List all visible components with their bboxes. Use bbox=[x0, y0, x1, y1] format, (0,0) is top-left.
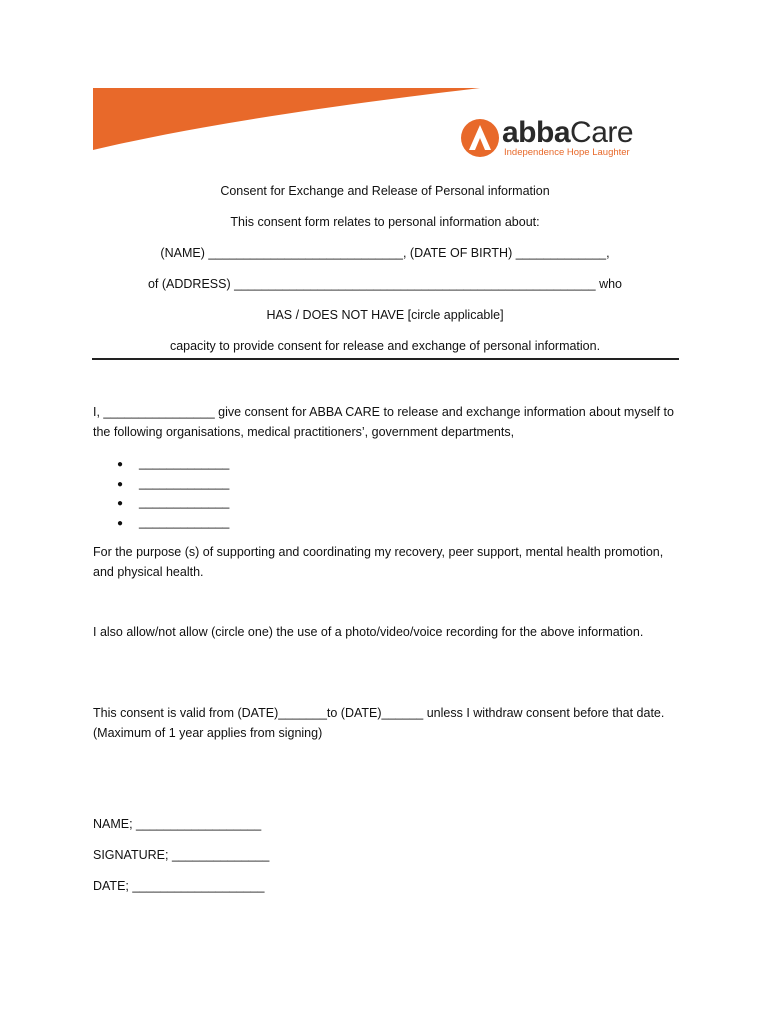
signature-line: SIGNATURE; ______________ bbox=[93, 848, 270, 862]
logo-tagline: Independence Hope Laughter bbox=[504, 147, 630, 158]
form-title: Consent for Exchange and Release of Personal information bbox=[220, 184, 550, 198]
logo-wordmark: abbaCare bbox=[502, 116, 634, 149]
letter-a-circle-icon bbox=[460, 118, 500, 158]
name-signature-line: NAME; __________________ bbox=[93, 817, 262, 831]
list-item: ● _____________ bbox=[117, 474, 229, 494]
bullet-icon: ● bbox=[117, 459, 124, 470]
bullet-icon: ● bbox=[117, 517, 124, 529]
date-line: DATE; ___________________ bbox=[93, 879, 265, 893]
bullet-icon: ● bbox=[117, 498, 124, 509]
capacity-line: capacity to provide consent for release and exchange of personal information. bbox=[169, 339, 601, 353]
validity-paragraph: This consent is valid from (DATE)_______to (DATE)______ unless I withdraw consent before that date. (Maximum of 1 year applies from signing) bbox=[93, 706, 665, 740]
section-divider bbox=[92, 358, 679, 360]
consent-paragraph: I, ________________ give consent for ABBA CARE to release and exchange information about myself to the following organisations, medical practitioners’, government departments, bbox=[93, 405, 674, 439]
purpose-paragraph: For the purpose (s) of supporting and coordinating my recovery, peer support, mental health promotion, and physical health. bbox=[93, 545, 664, 579]
bullet-icon: ● bbox=[117, 478, 124, 490]
header-swoosh bbox=[0, 0, 770, 160]
address-line: of (ADDRESS) ____________________________________________________ who bbox=[147, 277, 623, 291]
organisation-list bbox=[117, 454, 229, 532]
list-item: ● _____________ bbox=[117, 454, 229, 474]
capacity-status-line: HAS / DOES NOT HAVE [circle applicable] bbox=[266, 308, 504, 322]
list-item: ● _____________ bbox=[117, 513, 229, 533]
name-dob-line: (NAME) ____________________________, (DATE OF BIRTH) _____________, bbox=[160, 246, 610, 260]
abbacare-logo bbox=[460, 118, 640, 162]
list-item: ● _____________ bbox=[117, 493, 229, 513]
recording-paragraph: I also allow/not allow (circle one) the use of a photo/video/voice recording for the above information. bbox=[93, 625, 644, 639]
intro-line: This consent form relates to personal information about: bbox=[230, 215, 540, 229]
swoosh-shape bbox=[93, 88, 480, 150]
